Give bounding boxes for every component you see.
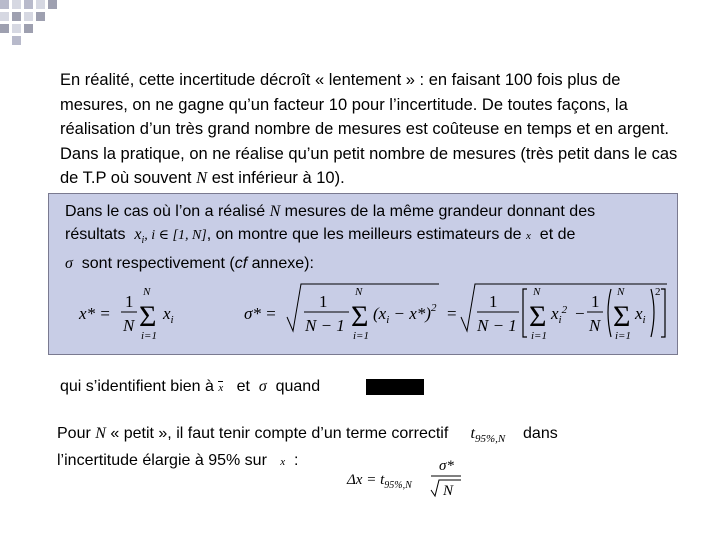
frac-one-2: 1 — [319, 292, 328, 311]
para3-b: « petit », il faut tenir compte d’un terme correctif — [105, 425, 449, 442]
sum-top-2: N — [355, 286, 363, 298]
box-line3-a: sont respectivement ( — [81, 255, 235, 273]
frac-one: 1 — [125, 292, 134, 311]
diff-term: $(x_i - x*)^2$ — [373, 302, 437, 326]
line2-b: et — [236, 378, 250, 395]
box-line-2 — [65, 223, 675, 252]
frac-one-3: 1 — [489, 292, 498, 311]
line2-c: quand — [275, 378, 321, 395]
sum-bottom-2: i=1 — [353, 330, 369, 342]
box-cf: cf — [234, 255, 248, 273]
xbar-symbol: x — [218, 382, 224, 394]
redacted-block — [366, 379, 424, 395]
sigma-symbol-2: σ — [258, 378, 267, 395]
xi-squared: $x_i^2$ — [551, 304, 568, 326]
box-line2-a: résultats — [65, 226, 126, 243]
intro-var-n: N — [196, 168, 208, 187]
n-minus-1-2: N − 1 — [477, 316, 517, 335]
box-line-3 — [65, 252, 675, 275]
frac-n-2: N — [589, 316, 601, 335]
equals: = — [447, 304, 457, 323]
sum-bottom: i=1 — [141, 330, 157, 342]
n-minus-1: N − 1 — [305, 316, 345, 335]
box-line1-a: Dans le cas où l’on a réalisé — [65, 203, 270, 220]
estimators-box — [48, 193, 678, 355]
delta-x-lhs: $\Delta x = t_{95\%,N}$ — [347, 472, 412, 491]
delta-x-formula — [345, 452, 475, 502]
para3-a: Pour — [57, 425, 96, 442]
xi-term: $x_i$ — [163, 304, 174, 326]
box-line-1 — [65, 200, 675, 223]
sum-symbol: Σ — [139, 300, 157, 333]
intro-text: En réalité, cette incertitude décroît « lentement » : en faisant 100 fois plus de mesures, on ne gagne qu’un facteur 10 pour l’incertitude. De toutes façons, la réalisation d’un très grand nombre de mesures est coûteuse en temps et en argent. Dans la pratique, on ne réalise qu’un petit nombre de mesures (très petit dans le cas de T.P où souvent — [60, 71, 678, 187]
x-symbol-2: x — [280, 456, 286, 469]
sum-symbol-2: Σ — [351, 300, 369, 333]
sqrt-n-den: N — [443, 483, 454, 499]
sigma-symbol: σ — [65, 255, 73, 273]
box-line2-b: , on montre que les meilleurs estimateurs de — [206, 226, 522, 243]
frac-one-4: 1 — [591, 292, 600, 311]
sum-symbol-3: Σ — [529, 300, 547, 333]
x-symbol: x — [526, 230, 531, 242]
box-line2-c: et de — [539, 226, 576, 243]
sum-top-3: N — [533, 286, 541, 298]
para3-var-n: N — [95, 425, 106, 442]
sum-bottom-3: i=1 — [531, 330, 547, 342]
estimators-text — [65, 200, 675, 275]
xi-symbol: $x_i$ — [134, 226, 145, 247]
box-line1-b: mesures de la même grandeur donnant des — [280, 203, 596, 220]
frac-n: N — [123, 316, 135, 335]
line2-a: qui s’identifient bien à — [60, 378, 214, 395]
identification-line — [60, 378, 320, 396]
para3-c: dans — [523, 425, 558, 442]
intro-text-end: est inférieur à 10). — [207, 169, 345, 187]
box-var-n: N — [269, 203, 281, 220]
para3-e: : — [294, 452, 299, 470]
para3-d: l’incertitude élargie à 95% sur — [57, 452, 267, 470]
xstar-lhs: x* = — [79, 304, 111, 323]
sigma-star-lhs: σ* = — [244, 304, 277, 323]
sigma-star-num: σ* — [439, 458, 454, 474]
para3-line1 — [57, 423, 697, 450]
t-coefficient: $t_{95\%,N}$ — [470, 425, 506, 446]
square-exp: 2 — [655, 286, 661, 298]
sum-top: N — [143, 286, 151, 298]
intro-paragraph — [60, 68, 685, 191]
box-line3-b: annexe): — [247, 255, 314, 273]
index-range: , i ∈ [1, N] — [144, 228, 207, 243]
sum-bottom-4: i=1 — [615, 330, 631, 342]
sum-top-4: N — [617, 286, 625, 298]
corner-decoration — [0, 0, 60, 45]
estimator-formulas — [69, 279, 669, 349]
xi-term-2: $x_i$ — [635, 304, 646, 326]
minus: − — [575, 304, 585, 323]
sum-symbol-4: Σ — [613, 300, 631, 333]
